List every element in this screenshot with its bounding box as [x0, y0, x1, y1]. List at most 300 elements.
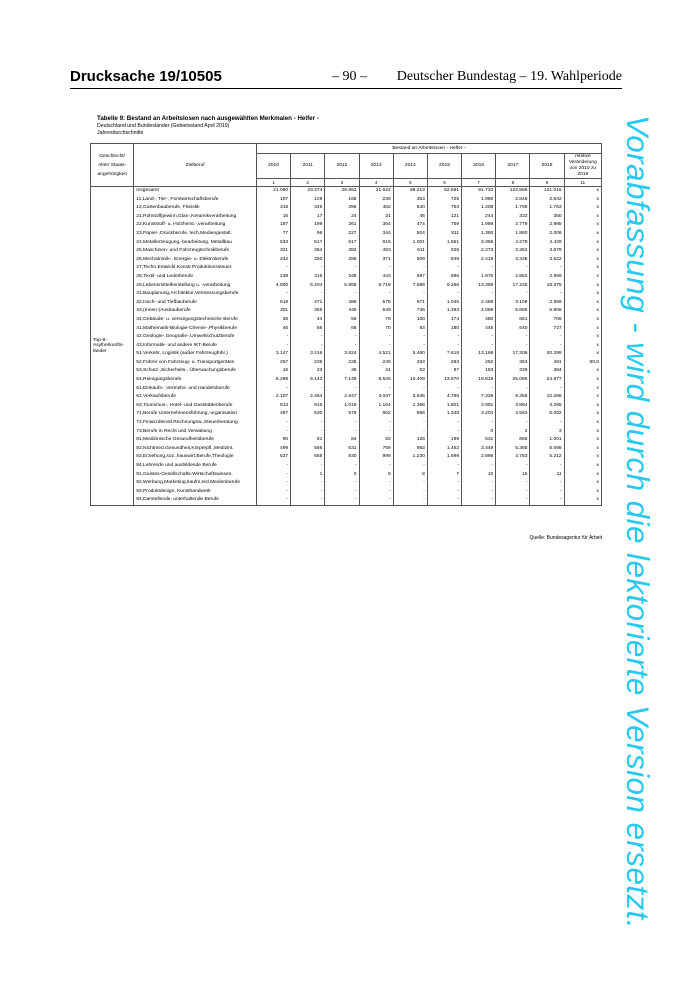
value-cell: 257: [256, 359, 290, 368]
value-cell: -: [530, 385, 564, 394]
table-row: [91, 290, 602, 299]
value-cell: -: [496, 290, 530, 299]
value-cell: -: [496, 419, 530, 428]
value-cell: 640: [496, 325, 530, 334]
value-cell: 518: [256, 299, 290, 308]
value-cell: 1.763: [530, 204, 564, 213]
value-cell: 849: [427, 256, 461, 265]
value-cell: 17.226: [496, 282, 530, 291]
value-cell: 474: [393, 221, 427, 230]
value-cell: 926: [427, 247, 461, 256]
value-cell: 174: [427, 316, 461, 325]
relative-change-cell: x: [564, 316, 601, 325]
table-row: [91, 307, 602, 316]
year-header: 2011: [291, 154, 325, 179]
relative-change-cell: x: [564, 479, 601, 488]
relative-change-cell: x: [564, 282, 601, 291]
value-cell: -: [427, 342, 461, 351]
value-cell: 540: [393, 204, 427, 213]
value-cell: 2.842: [530, 196, 564, 205]
value-cell: -: [427, 419, 461, 428]
value-cell: 293: [427, 359, 461, 368]
relative-change-cell: x: [564, 213, 601, 222]
relative-change-cell: x: [564, 419, 601, 428]
value-cell: 5.365: [496, 445, 530, 454]
table-row: [91, 445, 602, 454]
column-number: 1: [256, 179, 290, 187]
value-cell: 896: [427, 273, 461, 282]
value-cell: 2.896: [462, 453, 496, 462]
value-cell: 7.589: [393, 282, 427, 291]
table-subtitle-period: Jahresdurchschnitte: [97, 130, 144, 136]
value-cell: 286: [325, 256, 359, 265]
zielberuf-label: 93,Produktdesign, Kunsthandwerk: [134, 488, 257, 497]
value-cell: 227: [325, 230, 359, 239]
relative-change-cell: x: [564, 204, 601, 213]
draft-watermark: [620, 115, 680, 929]
zielberuf-label: 71,Berufe Unternehmensführung,-organisation: [134, 410, 257, 419]
value-cell: -: [359, 428, 393, 437]
table-row: [91, 402, 602, 411]
value-cell: 2.846: [496, 196, 530, 205]
table-row: [91, 496, 602, 505]
table-row: [91, 325, 602, 334]
value-cell: 2.468: [462, 299, 496, 308]
value-cell: 56: [325, 316, 359, 325]
value-cell: 235: [325, 359, 359, 368]
value-cell: 537: [256, 453, 290, 462]
value-cell: 1.408: [462, 204, 496, 213]
value-cell: 8.525: [359, 376, 393, 385]
table-row: [91, 299, 602, 308]
value-cell: 445: [462, 325, 496, 334]
value-cell: 15: [496, 471, 530, 480]
value-cell: -: [496, 342, 530, 351]
value-cell: 1.798: [496, 204, 530, 213]
value-cell: 6: [359, 471, 393, 480]
value-cell: 5.686: [496, 307, 530, 316]
value-cell: 499: [256, 445, 290, 454]
zielberuf-label: Insgesamt: [134, 187, 257, 196]
relative-change-cell: x: [564, 462, 601, 471]
value-cell: 17.206: [496, 350, 530, 359]
relative-change-cell: x: [564, 256, 601, 265]
zielberuf-label: 22,Kunststoff- u. Holzherst.-,verarbeitung: [134, 221, 257, 230]
zielberuf-label: 12,Gartenbauberufe, Floristik: [134, 204, 257, 213]
value-cell: -: [359, 419, 393, 428]
value-cell: 261: [325, 221, 359, 230]
relative-change-cell: x: [564, 299, 601, 308]
value-cell: 321: [256, 247, 290, 256]
value-cell: 5.204: [291, 282, 325, 291]
value-cell: -: [256, 419, 290, 428]
value-cell: 11: [530, 471, 564, 480]
table-subtitle: Deutschland und Bundesländer (Gebietsstand April 2019): [97, 123, 230, 129]
value-cell: 3.147: [256, 350, 290, 359]
value-cell: 316: [291, 273, 325, 282]
relative-change-cell: x: [564, 445, 601, 454]
value-cell: 3.449: [462, 445, 496, 454]
value-cell: 983: [393, 445, 427, 454]
value-cell: 24.877: [530, 376, 564, 385]
value-cell: 504: [393, 230, 427, 239]
value-cell: -: [359, 496, 393, 505]
value-cell: 2.959: [530, 299, 564, 308]
value-cell: -: [256, 333, 290, 342]
value-cell: 1.393: [427, 307, 461, 316]
table-head: [91, 144, 602, 187]
value-cell: 91.733: [462, 187, 496, 196]
value-cell: 658: [291, 453, 325, 462]
value-cell: 3.356: [462, 239, 496, 248]
value-cell: 1: [291, 471, 325, 480]
value-cell: 4.521: [359, 350, 393, 359]
table-row: [91, 316, 602, 325]
value-cell: 396: [325, 204, 359, 213]
value-cell: 3.108: [496, 299, 530, 308]
column-number: 6: [427, 179, 461, 187]
value-cell: -: [393, 333, 427, 342]
value-cell: -: [462, 342, 496, 351]
value-cell: 318: [256, 204, 290, 213]
value-cell: -: [325, 385, 359, 394]
value-cell: 199: [291, 221, 325, 230]
value-cell: 856: [393, 410, 427, 419]
table-row: [91, 428, 602, 437]
value-cell: 354: [291, 247, 325, 256]
value-cell: -: [256, 471, 290, 480]
value-cell: 1.989: [462, 221, 496, 230]
value-cell: -: [359, 290, 393, 299]
value-cell: 999: [359, 453, 393, 462]
value-cell: 4.783: [496, 453, 530, 462]
value-cell: 41: [359, 367, 393, 376]
table-row: [91, 350, 602, 359]
value-cell: -: [393, 419, 427, 428]
value-cell: -: [496, 385, 530, 394]
value-cell: 662: [359, 410, 393, 419]
value-cell: -: [291, 462, 325, 471]
value-cell: 17: [291, 213, 325, 222]
zielberuf-label: 72,Finanzdienstl.Rechnungsw.,Steuerberatung: [134, 419, 257, 428]
value-cell: -: [256, 385, 290, 394]
table-row: [91, 187, 602, 196]
value-cell: 7.328: [462, 393, 496, 402]
document-number: [70, 68, 222, 85]
value-cell: 263: [393, 359, 427, 368]
value-cell: -: [256, 290, 290, 299]
table-row: [91, 436, 602, 445]
value-cell: -: [256, 342, 290, 351]
value-cell: -: [325, 496, 359, 505]
value-cell: 56: [291, 325, 325, 334]
value-cell: 2.006: [530, 230, 564, 239]
zielberuf-label: 26,Mechatronik-, Energie- u. Elektroberufe: [134, 256, 257, 265]
zielberuf-label: 43,Informatik- und andere IKT-Berufe: [134, 342, 257, 351]
value-cell: 3.636: [393, 393, 427, 402]
value-cell: 1.018: [325, 402, 359, 411]
value-cell: 487: [256, 410, 290, 419]
value-cell: 1.393: [462, 230, 496, 239]
value-cell: -: [256, 488, 290, 497]
value-cell: 1.860: [496, 230, 530, 239]
value-cell: -: [462, 462, 496, 471]
zielberuf-label: 21,Rohstoffgewinn,Glas-,Keramikverarbeitung: [134, 213, 257, 222]
value-cell: 1.164: [359, 402, 393, 411]
value-cell: 339: [496, 367, 530, 376]
value-cell: 9.355: [496, 393, 530, 402]
value-cell: 24: [325, 213, 359, 222]
relative-change-cell: x: [564, 230, 601, 239]
relative-change-cell: x: [564, 367, 601, 376]
table-row: [91, 359, 602, 368]
value-cell: 4.800: [256, 282, 290, 291]
relative-change-cell: x: [564, 221, 601, 230]
value-cell: 3.884: [496, 402, 530, 411]
value-cell: 68: [325, 325, 359, 334]
value-cell: 128: [393, 436, 427, 445]
table-row: [91, 221, 602, 230]
table-row: [91, 256, 602, 265]
zielberuf-label: 29,Lebensmittelherstellung u. -verarbeitung: [134, 282, 257, 291]
year-header: 2016: [462, 154, 496, 179]
value-cell: 371: [359, 256, 393, 265]
value-cell: 3.047: [359, 393, 393, 402]
relative-change-cell: x: [564, 350, 601, 359]
value-cell: 36: [325, 367, 359, 376]
relative-change-cell: x: [564, 436, 601, 445]
value-cell: 1.001: [530, 436, 564, 445]
year-header: 2014: [393, 154, 427, 179]
value-cell: 509: [393, 256, 427, 265]
relative-change-cell: 90,8: [564, 359, 601, 368]
relative-change-cell: x: [564, 376, 601, 385]
value-cell: 364: [359, 221, 393, 230]
value-cell: 199: [427, 436, 461, 445]
value-cell: 1.551: [427, 239, 461, 248]
value-cell: 31.622: [359, 187, 393, 196]
value-cell: 4.758: [427, 393, 461, 402]
value-cell: 2.454: [291, 393, 325, 402]
zielberuf-label: 52,Führer von Fahrzeug- u. Transportgeräten: [134, 359, 257, 368]
value-cell: 5.858: [325, 282, 359, 291]
zielberuf-label: 24,Metallerzeugung,-bearbeitung, Metallbau: [134, 239, 257, 248]
value-cell: -: [291, 428, 325, 437]
value-cell: -: [462, 496, 496, 505]
source-note: Quelle: Bundesagentur für Arbeit: [529, 535, 602, 541]
value-cell: 2.959: [530, 273, 564, 282]
table-row: [91, 230, 602, 239]
value-cell: 23: [291, 367, 325, 376]
value-cell: 916: [291, 402, 325, 411]
value-cell: -: [393, 496, 427, 505]
value-cell: -: [530, 264, 564, 273]
table-row: [91, 419, 602, 428]
zielberuf-label: 28,Textil- und Lederberufe: [134, 273, 257, 282]
value-cell: 486: [325, 299, 359, 308]
value-cell: -: [325, 419, 359, 428]
value-cell: 1.452: [427, 445, 461, 454]
value-cell: 727: [530, 325, 564, 334]
relative-change-cell: x: [564, 488, 601, 497]
table-row: [91, 247, 602, 256]
value-cell: 131.016: [530, 187, 564, 196]
zielberuf-label: 81,Medizinische Gesundheitsberufe: [134, 436, 257, 445]
value-cell: 8: [393, 471, 427, 480]
bestand-header: Bestand an Arbeitslosen - Helfer -: [256, 144, 601, 154]
value-cell: 617: [325, 239, 359, 248]
value-cell: 3: [530, 428, 564, 437]
value-cell: -: [427, 290, 461, 299]
value-cell: 100: [393, 316, 427, 325]
value-cell: -: [256, 264, 290, 273]
value-cell: 79: [359, 316, 393, 325]
value-cell: 7: [427, 471, 461, 480]
relative-change-cell: x: [564, 264, 601, 273]
relative-change-header: relative Veränderung von 2010 zu 2018: [564, 154, 601, 179]
value-cell: -: [291, 333, 325, 342]
value-cell: 3.824: [325, 350, 359, 359]
relative-change-cell: x: [564, 453, 601, 462]
zielberuf-label: 83,Erziehung,soz.,hauswirt.Berufe,Theologie: [134, 453, 257, 462]
value-cell: -: [496, 488, 530, 497]
value-cell: -: [256, 479, 290, 488]
value-cell: -: [325, 428, 359, 437]
value-cell: 21.080: [256, 187, 290, 196]
value-cell: 3.522: [530, 256, 564, 265]
value-cell: 471: [291, 299, 325, 308]
value-cell: -: [291, 290, 325, 299]
value-cell: 15: [256, 213, 290, 222]
year-header: 2013: [359, 154, 393, 179]
value-cell: -: [325, 342, 359, 351]
value-cell: 236: [359, 196, 393, 205]
relative-change-cell: x: [564, 471, 601, 480]
value-cell: 725: [427, 196, 461, 205]
value-cell: 10.268: [530, 393, 564, 402]
value-cell: 19.818: [462, 376, 496, 385]
value-cell: 631: [325, 445, 359, 454]
value-cell: 63: [393, 367, 427, 376]
page-header: [70, 68, 622, 86]
zielberuf-label: 82,Nichtmed.Gesundheit,Körperpfl.,Medizint.: [134, 445, 257, 454]
relative-change-cell: x: [564, 496, 601, 505]
value-cell: -: [530, 290, 564, 299]
value-cell: -: [462, 264, 496, 273]
year-header: 2010: [256, 154, 290, 179]
value-cell: -: [530, 496, 564, 505]
value-cell: 81: [291, 436, 325, 445]
value-cell: 1.366: [393, 402, 427, 411]
value-cell: 578: [325, 410, 359, 419]
table-row: [91, 264, 602, 273]
table-row: [91, 213, 602, 222]
group-column-header: Geschlecht/ Alter/ Staats- angehörigkeit: [91, 144, 134, 187]
zielberuf-label: 51,Verkehr, Logistik (außer Fahrzeugführ.): [134, 350, 257, 359]
table-row: [91, 273, 602, 282]
zielberuf-label: 33,(Innen-)Ausbauberufe: [134, 307, 257, 316]
value-cell: -: [462, 419, 496, 428]
value-cell: 31: [359, 213, 393, 222]
zielberuf-label: 62,Verkaufsberufe: [134, 393, 257, 402]
value-cell: -: [427, 264, 461, 273]
value-cell: 333: [496, 213, 530, 222]
value-cell: 3.338: [496, 256, 530, 265]
value-cell: 811: [427, 230, 461, 239]
value-cell: 93: [393, 325, 427, 334]
column-number: 3: [325, 179, 359, 187]
zielberuf-label: 32,Hoch- und Tiefbauberufe: [134, 299, 257, 308]
zielberuf-label: 94,Darstellende, unterhaltende Berufe: [134, 496, 257, 505]
value-cell: -: [256, 428, 290, 437]
value-cell: 5.460: [393, 350, 427, 359]
relative-change-cell: x: [564, 342, 601, 351]
zielberuf-label: 63,Tourismus-, Hotel- und Gaststättenberufe: [134, 402, 257, 411]
value-cell: 353: [496, 359, 530, 368]
value-cell: -: [393, 385, 427, 394]
zielberuf-label: 11,Land-, Tier-, Forstwirtschaftsberufe: [134, 196, 257, 205]
value-cell: 531: [462, 436, 496, 445]
value-cell: 6.066: [530, 445, 564, 454]
table-row: [91, 204, 602, 213]
value-cell: 236: [291, 359, 325, 368]
value-cell: 533: [256, 239, 290, 248]
value-cell: -: [325, 264, 359, 273]
value-cell: 1.986: [462, 196, 496, 205]
value-cell: -: [530, 333, 564, 342]
value-cell: -: [256, 462, 290, 471]
value-cell: 443: [359, 273, 393, 282]
value-cell: 38.213: [393, 187, 427, 196]
value-cell: 2.107: [256, 393, 290, 402]
value-cell: 348: [325, 273, 359, 282]
relative-change-cell: x: [564, 410, 601, 419]
value-cell: 1.001: [393, 239, 427, 248]
value-cell: -: [393, 488, 427, 497]
value-cell: 344: [359, 230, 393, 239]
table-row: [91, 385, 602, 394]
value-cell: 2: [496, 428, 530, 437]
value-cell: 1.699: [427, 453, 461, 462]
value-cell: -: [359, 479, 393, 488]
value-cell: -: [291, 488, 325, 497]
value-cell: -: [427, 333, 461, 342]
doc-number: 10505: [180, 68, 222, 85]
value-cell: 769: [359, 445, 393, 454]
value-cell: 671: [393, 299, 427, 308]
value-cell: 1.045: [427, 299, 461, 308]
value-cell: -: [359, 462, 393, 471]
watermark-text: Vorabfassung - wird durch die lektorierte Version ersetzt.: [620, 115, 656, 929]
value-cell: 2.985: [530, 221, 564, 230]
value-cell: 566: [291, 445, 325, 454]
value-cell: 7.149: [325, 376, 359, 385]
value-cell: 20.299: [530, 350, 564, 359]
value-cell: 384: [530, 367, 564, 376]
value-cell: 13.870: [427, 376, 461, 385]
value-cell: 70: [359, 325, 393, 334]
value-cell: -: [291, 264, 325, 273]
value-cell: -: [530, 479, 564, 488]
value-cell: 575: [359, 299, 393, 308]
value-cell: -: [393, 479, 427, 488]
value-cell: 587: [393, 273, 427, 282]
value-cell: 250: [291, 256, 325, 265]
zielberuf-label: 25,Maschinen- und Fahrzeugtechnikberufe: [134, 247, 257, 256]
value-cell: 121: [427, 213, 461, 222]
value-cell: 245: [359, 359, 393, 368]
value-cell: 1.801: [427, 402, 461, 411]
